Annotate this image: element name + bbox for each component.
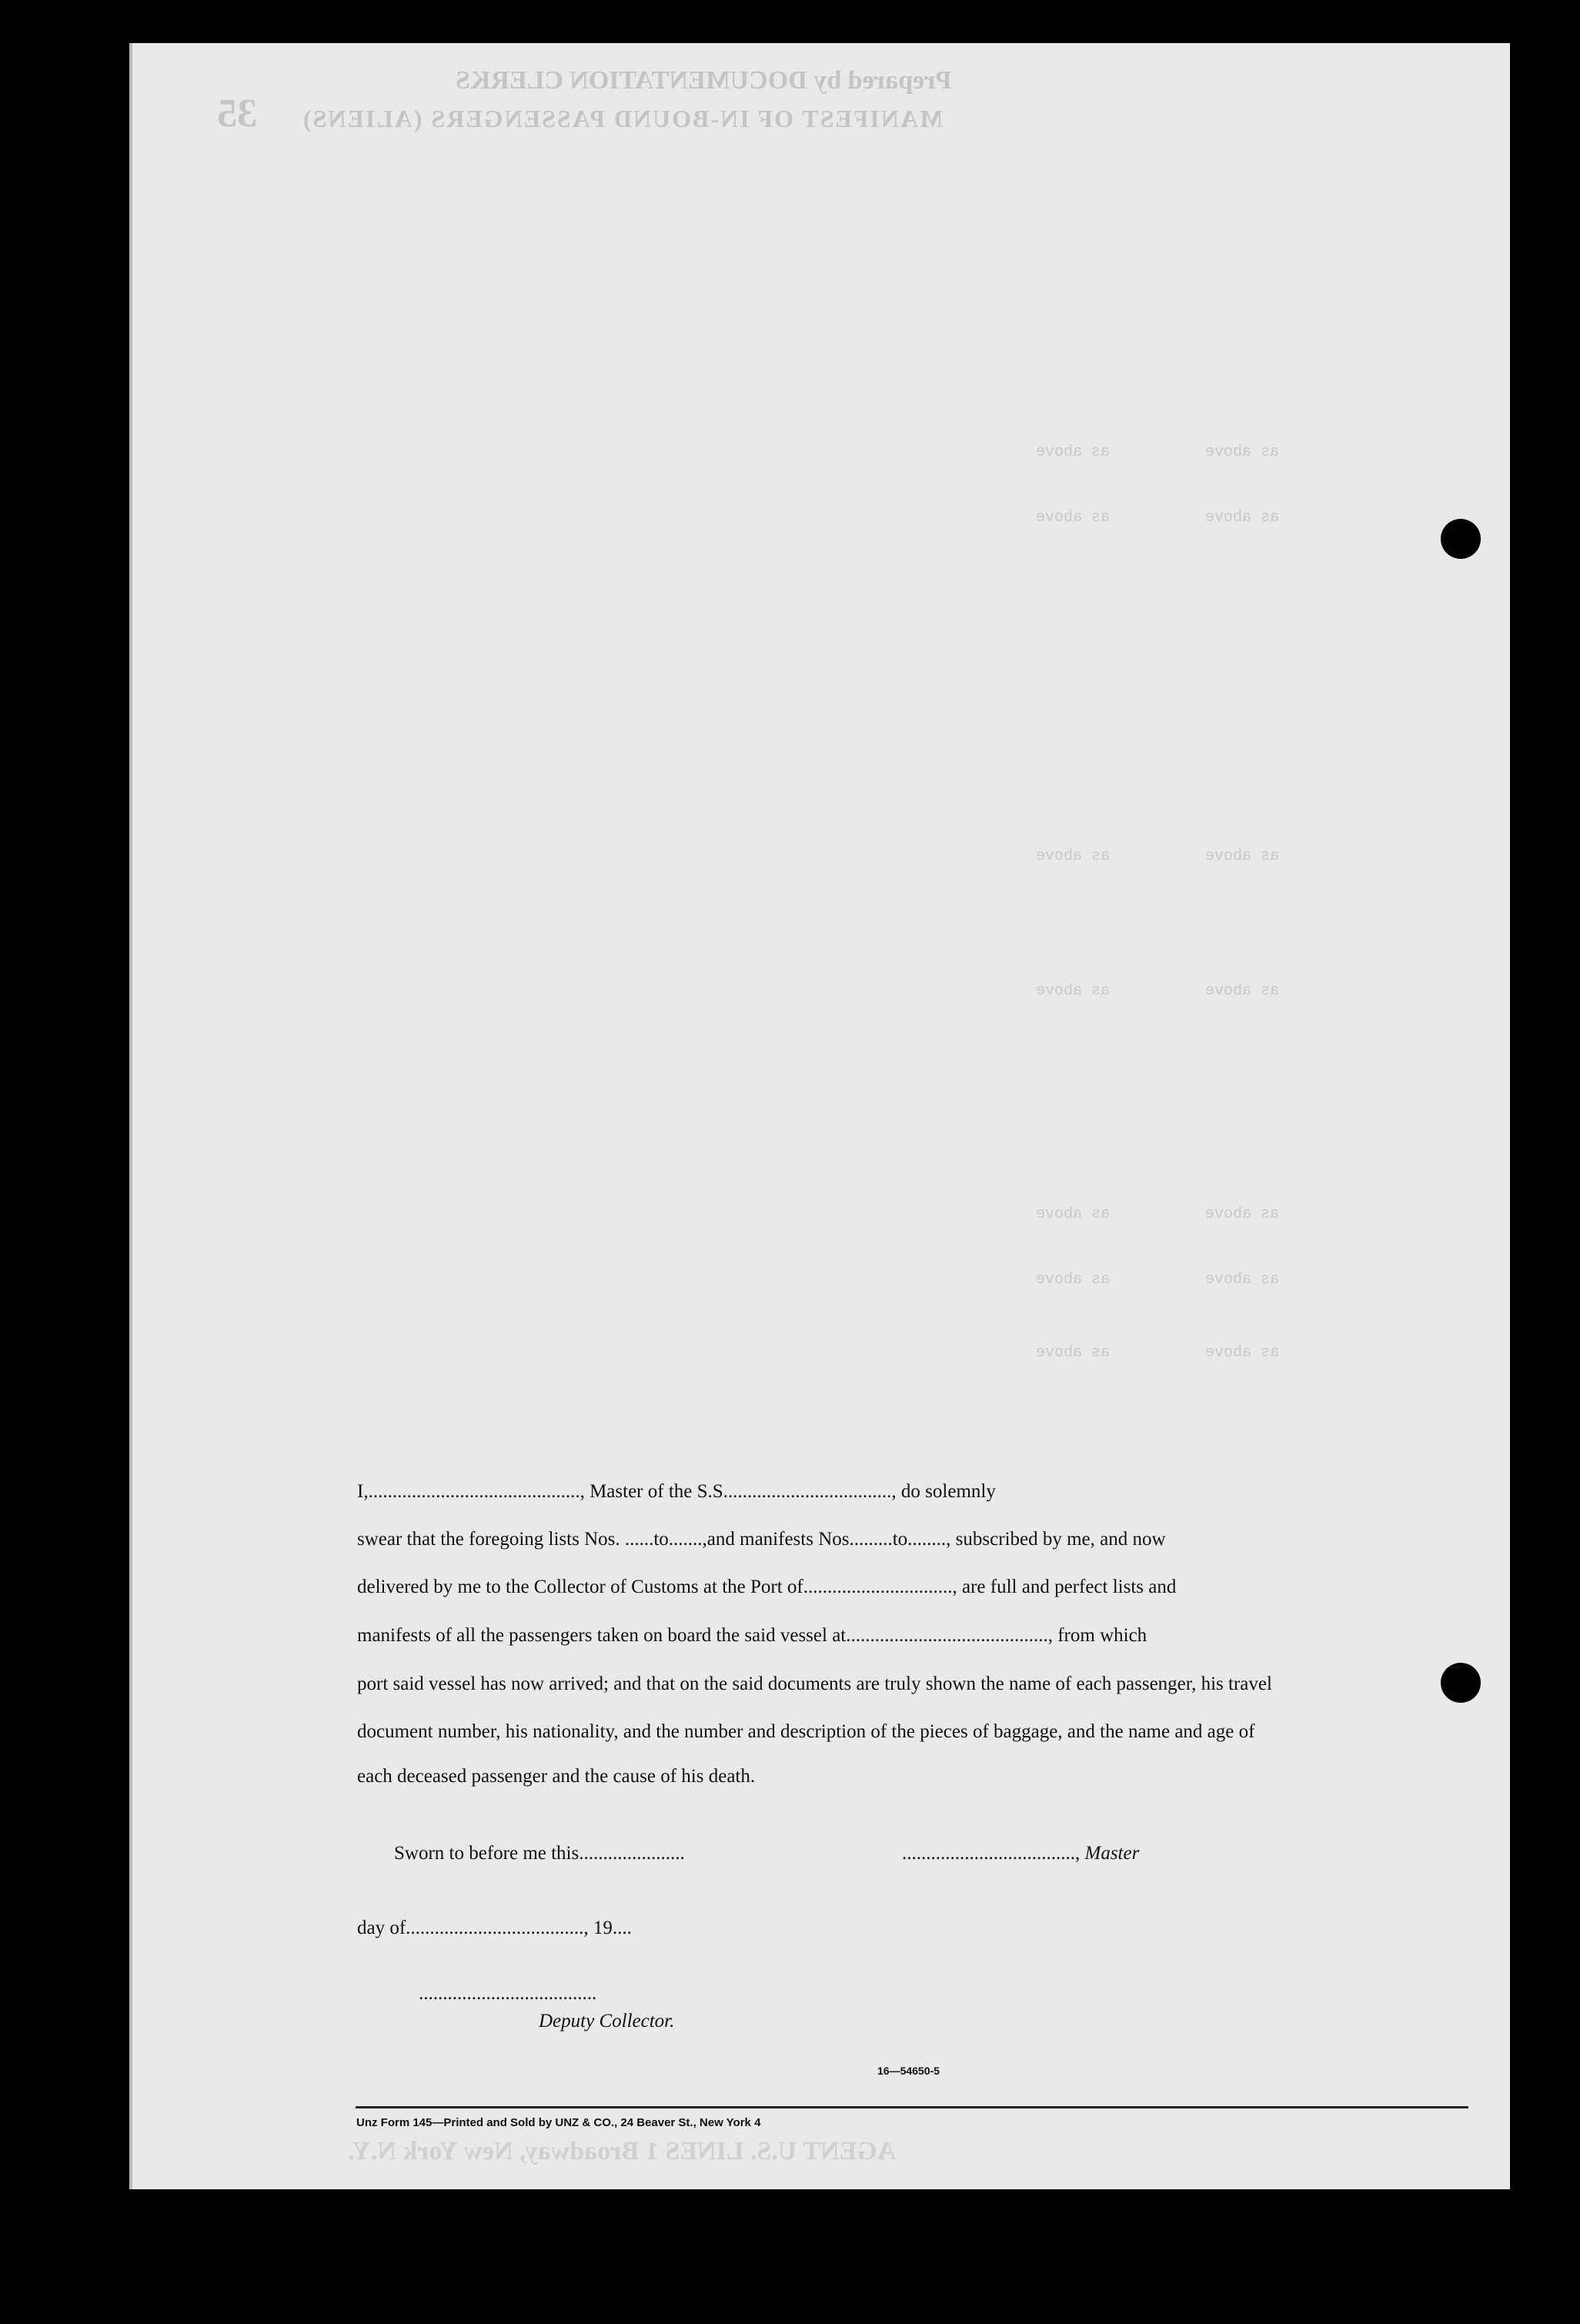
form-page: Prepared by DOCUMENTATION CLERKS MANIFEST OF IN-BOUND PASSENGERS (ALIENS) 35 as above as above as above as above as above as above as above as above as above as above as above as above as above as above AGENT U.S. LINES 1 Broadway, New York N.Y. I,............................................, Master of the S.S..................................., do solemnly swear that the foregoing lists Nos. ......to.......,and manifests Nos.........to........, subscribed by me, and now delivered by me to the Collector of Customs at the Port of..............................., are full and perfect lists and manifests of all the passengers taken on board the said vessel at.........................................., from which port said vessel has now arrived; and that on the said documents are truly shown the name of each passenger, his travel document number, his nationality, and the number and description of the pieces of baggage, and the name and age of each deceased passenger and the cause of his death. Sworn to before me this...................... ...................................., Master day of....................................., 19.... ..................................... Deputy Collector. 16—54650-5 Unz Form 145—Printed and Sold by UNZ & CO., 24 Beaver St., New York 4 — [129, 43, 1510, 2189]
master-signature-line — [902, 1843, 1139, 1864]
oath-line-4: manifests of all the passengers taken on board the said vessel at.........................................., from which — [357, 1625, 1147, 1646]
punch-hole-top — [1441, 519, 1481, 559]
master-dots: ...................................., — [902, 1843, 1081, 1864]
oath-line-1: I,............................................, Master of the S.S..................................., do solemnly — [357, 1481, 996, 1502]
punch-hole-bottom — [1441, 1663, 1481, 1703]
bleed-through-title: MANIFEST OF IN-BOUND PASSENGERS (ALIENS) — [302, 105, 944, 132]
form-code: 16—54650-5 — [877, 2065, 940, 2077]
master-label: Master — [1084, 1843, 1140, 1864]
bleed-through-stamp: AGENT U.S. LINES 1 Broadway, New York N.Y. — [348, 2137, 897, 2165]
footer-rule — [356, 2106, 1468, 2108]
sworn-line: Sworn to before me this...................... — [394, 1843, 685, 1864]
deputy-dots: ..................................... — [419, 1983, 597, 2004]
oath-line-5: port said vessel has now arrived; and that on the said documents are truly shown the name of each passenger, his travel — [357, 1674, 1272, 1694]
oath-line-6: document number, his nationality, and the number and description of the pieces of baggage, and the name and age of — [357, 1721, 1255, 1742]
oath-line-2: swear that the foregoing lists Nos. ......to.......,and manifests Nos.........to........, subscribed by me, and now — [357, 1529, 1166, 1550]
bleed-through-page-number: 35 — [217, 92, 257, 135]
oath-line-7: each deceased passenger and the cause of his death. — [357, 1766, 756, 1787]
day-line: day of....................................., 19.... — [357, 1918, 632, 1938]
oath-line-3: delivered by me to the Collector of Customs at the Port of..............................., are full and perfect lists and — [357, 1577, 1177, 1597]
deputy-collector-label: Deputy Collector. — [539, 2011, 675, 2031]
bleed-through-header: Prepared by DOCUMENTATION CLERKS — [456, 66, 952, 95]
printer-footer: Unz Form 145—Printed and Sold by UNZ & CO., 24 Beaver St., New York 4 — [356, 2116, 761, 2129]
